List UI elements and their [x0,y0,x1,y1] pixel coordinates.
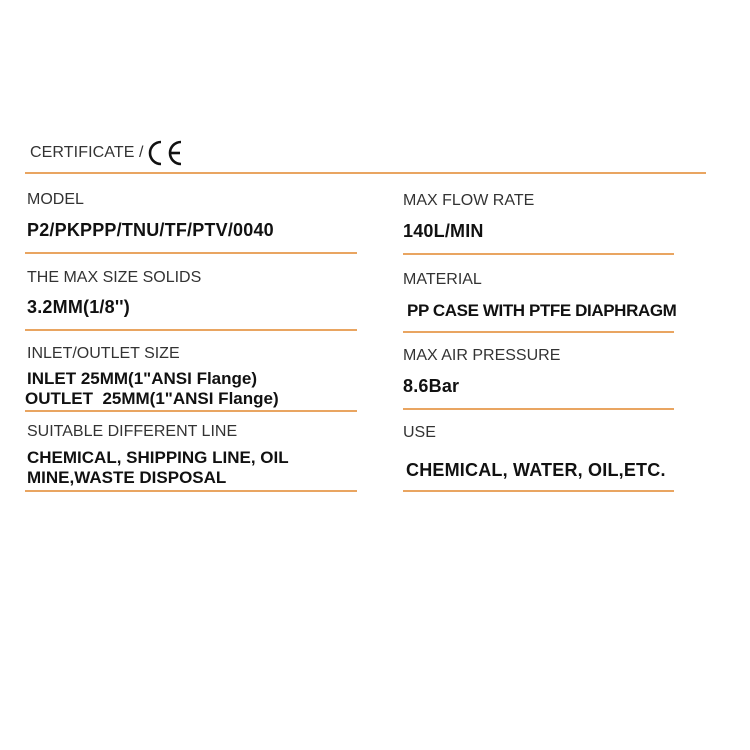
suitable-line-value-2: MINE,WASTE DISPOSAL [27,468,227,487]
max-air-pressure-label: MAX AIR PRESSURE [403,347,561,364]
model-divider [25,252,357,254]
max-air-pressure-divider [403,408,674,410]
max-flow-rate-label: MAX FLOW RATE [403,192,535,209]
suitable-line-label: SUITABLE DIFFERENT LINE [27,423,238,440]
max-size-solids-value: 3.2MM(1/8'') [27,297,130,317]
suitable-line-value-1: CHEMICAL, SHIPPING LINE, OIL [27,448,289,467]
max-flow-rate-value: 140L/MIN [403,221,484,241]
inlet-size-value: INLET 25MM(1"ANSI Flange) [27,369,258,388]
suitable-line-divider [25,490,357,492]
max-air-pressure-value: 8.6Bar [403,376,460,396]
certificate-divider [25,172,706,174]
inlet-outlet-size-label: INLET/OUTLET SIZE [27,345,180,362]
ce-mark-icon [147,139,187,167]
model-value: P2/PKPPP/TNU/TF/PTV/0040 [27,220,274,240]
certificate-label: CERTIFICATE / [30,144,144,161]
material-label: MATERIAL [403,271,482,288]
material-divider [403,331,674,333]
material-value: PP CASE WITH PTFE DIAPHRAGM [407,301,677,320]
use-divider [403,490,674,492]
model-label: MODEL [27,191,84,208]
max-size-solids-divider [25,329,357,331]
max-size-solids-label: THE MAX SIZE SOLIDS [27,269,202,286]
outlet-size-value: OUTLET 25MM(1"ANSI Flange) [25,389,279,408]
max-flow-rate-divider [403,253,674,255]
use-label: USE [403,424,436,441]
use-value: CHEMICAL, WATER, OIL,ETC. [406,460,666,480]
inlet-outlet-divider [25,410,357,412]
